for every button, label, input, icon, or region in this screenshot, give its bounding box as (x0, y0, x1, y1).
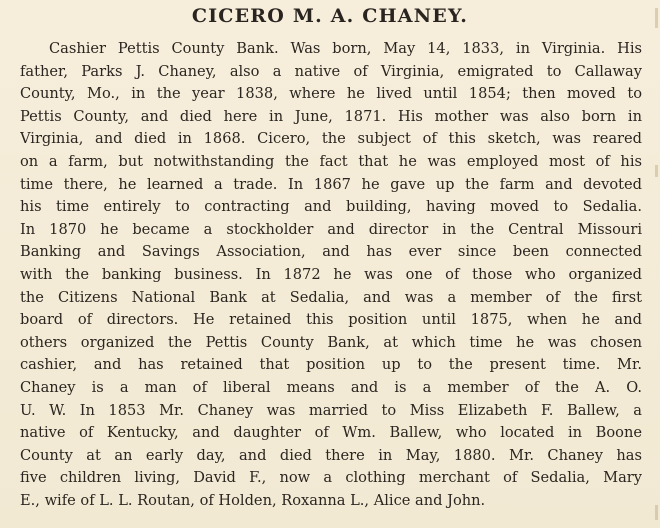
text-line: native of Kentucky, and daughter of Wm. Ballew, who located in Boone (20, 424, 642, 442)
text-line: cashier, and has retained that position up to the present time. Mr. (20, 356, 642, 374)
text-line: Banking and Savings Association, and has ever since been connected (20, 243, 642, 261)
text-line: on a farm, but notwithstanding the fact that he was employed most of his (20, 152, 642, 170)
page-edge-mark (655, 505, 658, 520)
text-line: Pettis County, and died here in June, 1871. His mother was also born in (20, 107, 642, 125)
text-line: time there, he learned a trade. In 1867 he gave up the farm and devoted (20, 175, 642, 193)
text-line: Chaney is a man of liberal means and is a member of the A. O. (20, 378, 642, 396)
text-line: County at an early day, and died there in May, 1880. Mr. Chaney has (20, 446, 642, 464)
text-line: five children living, David F., now a clothing merchant of Sedalia, Mary (20, 469, 642, 487)
text-line: the Citizens National Bank at Sedalia, and was a member of the first (20, 288, 642, 306)
page-edge-mark (655, 165, 658, 177)
text-line: board of directors. He retained this position until 1875, when he and (20, 311, 642, 329)
text-line: his time entirely to contracting and building, having moved to Sedalia. (20, 198, 642, 216)
text-line: others organized the Pettis County Bank, at which time he was chosen (20, 333, 642, 351)
biography-paragraph (20, 38, 642, 512)
biography-title: CICERO M. A. CHANEY. (191, 5, 469, 27)
text-line: County, Mo., in the year 1838, where he lived until 1854; then moved to (20, 85, 642, 103)
text-line: Virginia, and died in 1868. Cicero, the subject of this sketch, was reared (20, 130, 642, 148)
text-line: E., wife of L. L. Routan, of Holden, Roxanna L., Alice and John. (20, 491, 486, 509)
text-line: Cashier Pettis County Bank. Was born, May 14, 1833, in Virginia. His (49, 40, 642, 57)
text-line: with the banking business. In 1872 he was one of those who organized (20, 265, 642, 283)
text-line: father, Parks J. Chaney, also a native of Virginia, emigrated to Callaway (20, 62, 642, 80)
text-line: In 1870 he became a stockholder and director in the Central Missouri (20, 220, 642, 238)
text-line: U. W. In 1853 Mr. Chaney was married to Miss Elizabeth F. Ballew, a (20, 401, 642, 419)
